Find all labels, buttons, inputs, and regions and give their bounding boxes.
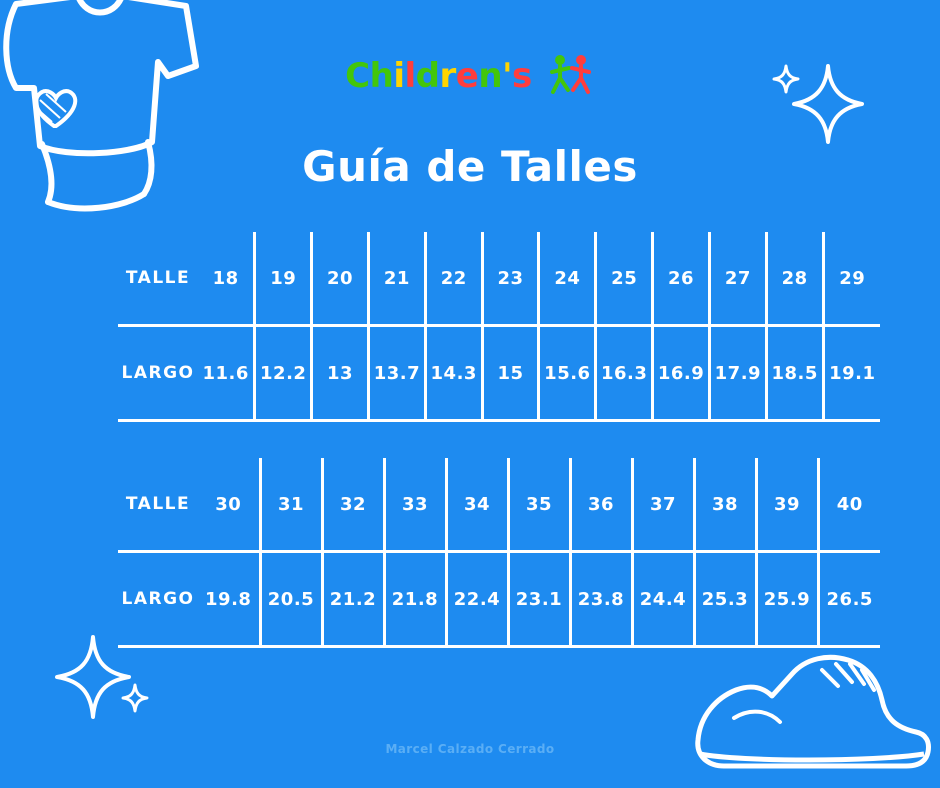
- cell-largo: 25.3: [694, 552, 756, 647]
- cell-talle: 19: [255, 232, 312, 326]
- cell-largo: 18.5: [766, 326, 823, 421]
- cell-largo: 13.7: [368, 326, 425, 421]
- size-table-1: [118, 232, 880, 422]
- cell-largo: 16.9: [653, 326, 710, 421]
- cell-talle: 37: [632, 458, 694, 552]
- cell-largo: 15: [482, 326, 539, 421]
- table-row: [118, 232, 880, 326]
- cell-largo: 23.8: [570, 552, 632, 647]
- cell-largo: 21.2: [322, 552, 384, 647]
- cell-largo: 24.4: [632, 552, 694, 647]
- cell-talle: 38: [694, 458, 756, 552]
- cell-talle: 27: [709, 232, 766, 326]
- cell-largo: 25.9: [756, 552, 818, 647]
- size-table-grande-wrapper: [118, 458, 880, 648]
- cell-talle: 32: [322, 458, 384, 552]
- brand-lockup: [0, 52, 940, 108]
- cell-talle: 22: [425, 232, 482, 326]
- cell-talle: 25: [596, 232, 653, 326]
- cell-largo: 15.6: [539, 326, 596, 421]
- cell-talle: 39: [756, 458, 818, 552]
- cell-largo: 17.9: [709, 326, 766, 421]
- row-label-talle: TALLE: [118, 458, 198, 552]
- cell-largo: 14.3: [425, 326, 482, 421]
- sneaker-outline-icon: [672, 644, 932, 788]
- cell-talle: 23: [482, 232, 539, 326]
- cell-talle: 31: [260, 458, 322, 552]
- cell-talle: 18: [198, 232, 255, 326]
- size-table-2: [118, 458, 880, 648]
- cell-talle: 20: [312, 232, 369, 326]
- brand-name: Children's: [345, 56, 532, 96]
- cell-largo: 16.3: [596, 326, 653, 421]
- cell-talle: 30: [198, 458, 260, 552]
- cell-largo: 20.5: [260, 552, 322, 647]
- cell-talle: 40: [818, 458, 880, 552]
- row-label-largo: LARGO: [118, 326, 198, 421]
- cell-talle: 33: [384, 458, 446, 552]
- children-running-logo-icon: [547, 52, 595, 100]
- cell-largo: 12.2: [255, 326, 312, 421]
- cell-talle: 28: [766, 232, 823, 326]
- cell-largo: 11.6: [198, 326, 255, 421]
- cell-largo: 13: [312, 326, 369, 421]
- cell-largo: 19.1: [823, 326, 880, 421]
- cell-largo: 19.8: [198, 552, 260, 647]
- row-label-talle: TALLE: [118, 232, 198, 326]
- table-row: [118, 458, 880, 552]
- cell-talle: 34: [446, 458, 508, 552]
- cell-talle: 21: [368, 232, 425, 326]
- watermark: Marcel Calzado Cerrado: [385, 742, 555, 756]
- cell-talle: 35: [508, 458, 570, 552]
- row-label-largo: LARGO: [118, 552, 198, 647]
- cell-talle: 26: [653, 232, 710, 326]
- table-row: [118, 326, 880, 421]
- page-title: Guía de Talles: [302, 142, 638, 191]
- cell-talle: 29: [823, 232, 880, 326]
- cell-largo: 26.5: [818, 552, 880, 647]
- cell-talle: 24: [539, 232, 596, 326]
- cell-talle: 36: [570, 458, 632, 552]
- cell-largo: 22.4: [446, 552, 508, 647]
- size-table-小-wrapper: [118, 232, 880, 422]
- table-row: [118, 552, 880, 647]
- cell-largo: 21.8: [384, 552, 446, 647]
- cell-largo: 23.1: [508, 552, 570, 647]
